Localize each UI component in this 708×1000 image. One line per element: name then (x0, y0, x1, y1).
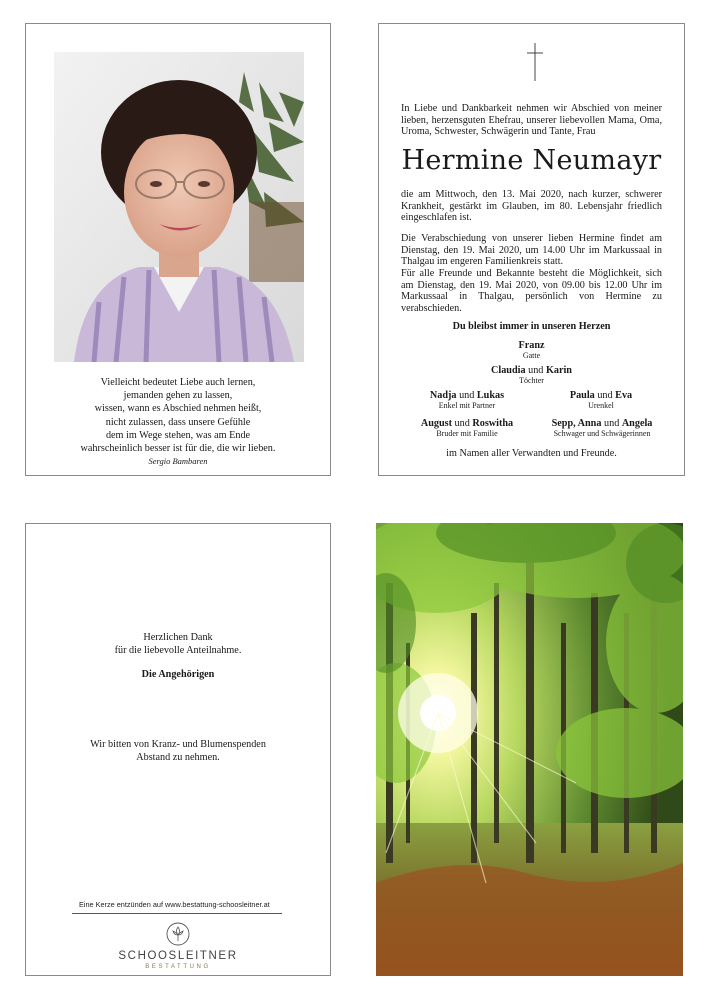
mourner-name: Nadja (429, 390, 457, 401)
quote-line: wahrscheinlich besser ist für die, die wir lieben. (80, 443, 276, 455)
flower-logo-icon (166, 922, 190, 946)
mourner-relation: Töchter (519, 376, 544, 385)
cross-icon (525, 42, 545, 82)
deceased-name: Hermine Neumayr (401, 145, 662, 176)
mourner-and: und (597, 390, 613, 401)
mourner-relation: Gatte (522, 351, 541, 360)
mourner-name: Sepp, Anna (551, 418, 602, 429)
logo-subtitle: BESTATTUNG (145, 964, 211, 970)
mourner-name: Roswitha (472, 418, 514, 429)
mourner-name: Franz (518, 340, 545, 351)
portrait-photo (54, 52, 304, 362)
divider (72, 913, 282, 914)
notice-motto: Du bleibst immer in unseren Herzen (452, 321, 611, 332)
memorial-quote (36, 376, 320, 468)
quote-line: nicht zulassen, dass unsere Gefühle (105, 416, 251, 428)
flowers-request (26, 738, 330, 764)
mourner-relation: Enkel mit Partner (438, 401, 496, 410)
quote-author: Sergio Bambaren (148, 456, 208, 467)
portrait-panel (25, 23, 331, 476)
mourner-and: und (528, 365, 544, 376)
mourner-relation: Schwager und Schwägerinnen (553, 429, 651, 438)
thanks-line: für die liebevolle Anteilnahme. (114, 645, 242, 656)
notice-paragraph: Die Verabschiedung von unserer lieben Hermine findet am Dienstag, den 19. Mai 2020, um 14.00 Uhr im Markussaal in Thalgau im engeren Familienkreis statt. (401, 233, 662, 268)
quote-line: dem im Wege stehen, was am Ende (105, 429, 251, 441)
mourner-name: Eva (615, 390, 633, 401)
thanks-text (26, 631, 330, 657)
notice-intro: In Liebe und Dankbarkeit nehmen wir Abschied von meiner lieben, herzensguten Ehefrau, unserer liebevollen Mama, Oma, Uroma, Schwester, Schwägerin und Tante, Frau (401, 103, 662, 138)
mourner-name: Lukas (476, 390, 505, 401)
mourner-and: und (454, 418, 470, 429)
quote-line: Vielleicht bedeutet Liebe auch lernen, (100, 377, 256, 388)
mourner-name: Karin (545, 365, 572, 376)
mourner-nadja-lukas (397, 390, 537, 411)
quote-line: wissen, wann es Abschied nehmen heißt, (94, 403, 262, 415)
relatives-signature: Die Angehörigen (141, 669, 215, 680)
thanks-panel (25, 523, 331, 976)
mourner-franz (379, 340, 684, 361)
mourner-sepp-anna-angela (527, 418, 677, 439)
death-notice-panel (378, 23, 685, 476)
notice-paragraph: Für alle Freunde und Bekannte besteht die Möglichkeit, sich am Dienstag, den 19. Mai 2020, von 09.00 bis 12.00 Uhr im Markussaal in Thalgau, persönlich von Hermine zu verabschieden. (401, 268, 662, 314)
mourner-claudia-karin (379, 365, 684, 386)
flowers-line: Wir bitten von Kranz- und Blumenspenden (90, 739, 266, 750)
flowers-line: Abstand zu nehmen. (136, 752, 220, 763)
mourner-august-roswitha (397, 418, 537, 439)
mourner-paula-eva (531, 390, 671, 411)
notice-paragraph: die am Mittwoch, den 13. Mai 2020, nach kurzer, schwerer Krankheit, gestärkt im Glauben, im 80. Lebensjahr friedlich eingeschlafen ist. (401, 189, 662, 224)
forest-image (376, 523, 683, 976)
logo-name: SCHOOSLEITNER (118, 950, 238, 962)
mourner-and: und (459, 390, 475, 401)
candle-link-text[interactable]: Eine Kerze entzünden auf www.bestattung-schoosleitner.at (79, 900, 270, 909)
mourner-name: Angela (621, 418, 653, 429)
mourner-name: August (420, 418, 452, 429)
mourner-relation: Bruder mit Familie (436, 429, 498, 438)
mourner-name: Paula (569, 390, 595, 401)
mourner-name: Claudia (491, 365, 526, 376)
mourner-relation: Urenkel (588, 401, 614, 410)
quote-line: jemanden gehen zu lassen, (123, 390, 233, 402)
notice-closing: im Namen aller Verwandten und Freunde. (446, 448, 617, 459)
thanks-line: Herzlichen Dank (143, 632, 213, 643)
mourner-and: und (604, 418, 620, 429)
